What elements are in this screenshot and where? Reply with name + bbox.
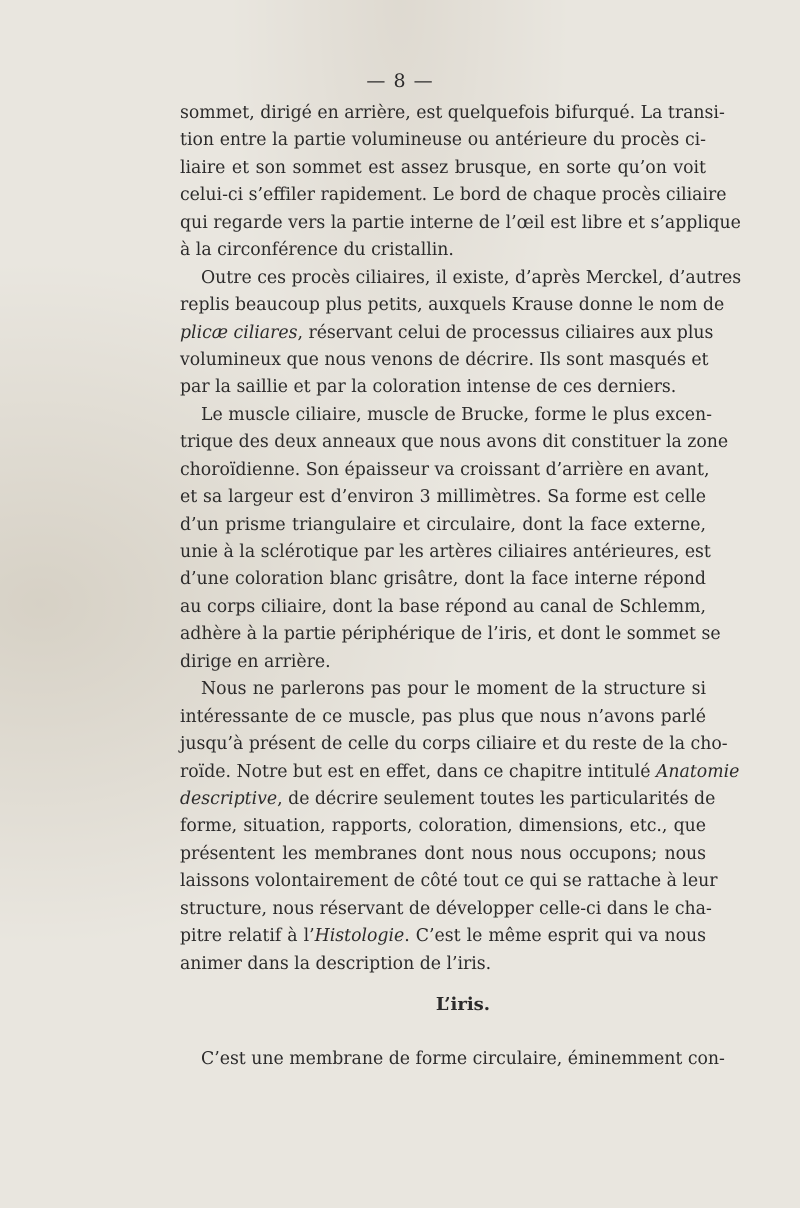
italic-title: Histologie xyxy=(314,926,405,947)
text-line: sommet, dirigé en arrière, est quelquefois bifurqué. La transi- xyxy=(180,103,725,123)
text-line: Nous ne parlerons pas pour le moment de la structure si xyxy=(201,679,706,700)
italic-title: Anatomie xyxy=(655,761,740,782)
latin-term: plicæ ciliares xyxy=(180,322,298,343)
text-line: plicæ ciliares, réservant celui de processus ciliaires aux plus xyxy=(180,322,714,343)
text-line: à la circonférence du cristallin. xyxy=(180,240,454,261)
text-block xyxy=(180,100,742,1073)
text-line: adhère à la partie périphérique de l’iris, et dont le sommet se xyxy=(180,624,721,645)
text-line: choroïdienne. Son épaisseur va croissant d’arrière en avant, xyxy=(180,459,710,480)
text-line: pitre relatif à l’Histologie. C’est le même esprit qui va nous xyxy=(180,926,706,947)
text-line: unie à la sclérotique par les artères ciliaires antérieures, est xyxy=(180,542,711,562)
text-line: laissons volontairement de côté tout ce qui se rattache à leur xyxy=(180,871,718,892)
text-line: tion entre la partie volumineuse ou antérieure du procès ci- xyxy=(180,130,706,151)
text-line: volumineux que nous venons de décrire. Ils sont masqués et xyxy=(180,349,709,370)
text-line: roïde. Notre but est en effet, dans ce chapitre intitulé Anatomie xyxy=(180,761,740,782)
text-line: Le muscle ciliaire, muscle de Brucke, forme le plus excen- xyxy=(201,404,712,425)
page-number: — 8 — xyxy=(366,70,434,92)
text-line: dirige en arrière. xyxy=(180,651,331,672)
italic-title: descriptive xyxy=(180,788,278,809)
text-line: C’est une membrane de forme circulaire, éminemment con- xyxy=(201,1048,725,1069)
text-line: qui regarde vers la partie interne de l’œil est libre et s’applique xyxy=(180,212,741,233)
text-line: Outre ces procès ciliaires, il existe, d’après Merckel, d’autres xyxy=(201,267,742,288)
text-line: jusqu’à présent de celle du corps ciliaire et du reste de la cho- xyxy=(180,734,728,755)
text-line: intéressante de ce muscle, pas plus que nous n’avons parlé xyxy=(180,706,706,727)
text-line: celui-ci s’effiler rapidement. Le bord de chaque procès ciliaire xyxy=(180,185,727,206)
text-line: replis beaucoup plus petits, auxquels Krause donne le nom de xyxy=(180,295,725,316)
text-line: structure, nous réservant de développer celle-ci dans le cha- xyxy=(180,898,712,919)
text-line: trique des deux anneaux que nous avons dit constituer la zone xyxy=(180,432,729,453)
text-line: et sa largeur est d’environ 3 millimètres. Sa forme est celle xyxy=(180,487,706,508)
text-line: animer dans la description de l’iris. xyxy=(180,953,492,974)
section-heading: L’iris. xyxy=(435,994,491,1015)
text-line: par la saillie et par la coloration intense de ces derniers. xyxy=(180,377,677,398)
text-line: au corps ciliaire, dont la base répond au canal de Schlemm, xyxy=(180,596,706,617)
text-line: d’un prisme triangulaire et circulaire, dont la face externe, xyxy=(180,514,706,535)
text-line: descriptive, de décrire seulement toutes les particularités de xyxy=(180,788,716,809)
text-line: présentent les membranes dont nous nous occupons; nous xyxy=(180,843,706,864)
text-line: d’une coloration blanc grisâtre, dont la face interne répond xyxy=(180,569,706,590)
text-line: liaire et son sommet est assez brusque, en sorte qu’on voit xyxy=(180,157,706,178)
text-line: forme, situation, rapports, coloration, dimensions, etc., que xyxy=(180,816,706,837)
